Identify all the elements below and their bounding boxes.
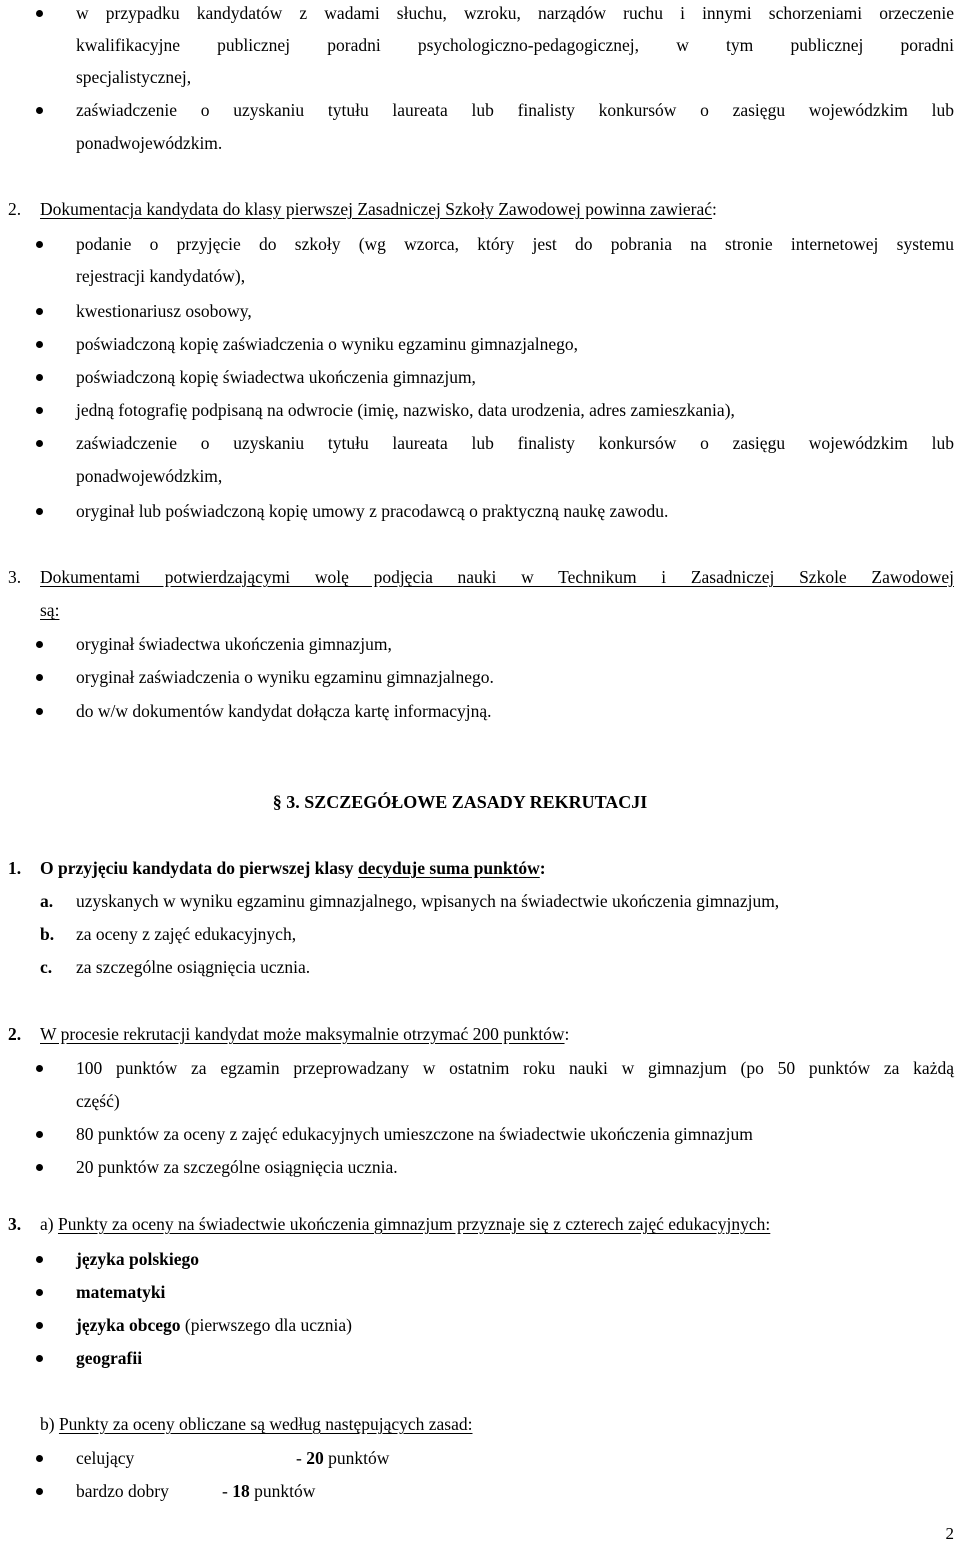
- bullet-icon: [36, 1164, 43, 1171]
- bullet-icon: [36, 241, 43, 248]
- list-item: do w/w dokumentów kandydat dołącza kartę informacyjną.: [76, 701, 492, 721]
- list-item: oryginał zaświadczenia o wyniku egzaminu gimnazjalnego.: [76, 667, 494, 687]
- list-item: za oceny z zajęć edukacyjnych,: [76, 924, 297, 944]
- list-item: uzyskanych w wyniku egzaminu gimnazjalnego, wpisanych na świadectwie ukończenia gimnazjum,: [76, 891, 780, 911]
- subject-name: geografii: [76, 1348, 143, 1368]
- bullet-icon: [36, 1455, 43, 1462]
- grade-name: bardzo dobry: [76, 1481, 169, 1501]
- list-item-continuation: specjalistycznej,: [76, 67, 192, 87]
- bullet-icon: [36, 641, 43, 648]
- grade-points: [222, 1475, 315, 1508]
- list-item: jedną fotografię podpisaną na odwrocie (imię, nazwisko, data urodzenia, adres zamieszkania),: [76, 400, 735, 420]
- bullet-icon: [36, 1289, 43, 1296]
- subject-item: [76, 1243, 199, 1276]
- point-3b-heading: [40, 1408, 472, 1441]
- point-2-number: 2.: [8, 1024, 22, 1044]
- list-item: kwestionariusz osobowy,: [76, 301, 252, 321]
- bullet-icon: [36, 1488, 43, 1495]
- list-item: 80 punktów za oceny z zajęć edukacyjnych umieszczone na świadectwie ukończenia gimnazjum: [76, 1124, 753, 1144]
- list-item: poświadczoną kopię zaświadczenia o wyniku egzaminu gimnazjalnego,: [76, 334, 578, 354]
- section-2-number: 2.: [8, 199, 22, 219]
- bullet-icon: [36, 440, 43, 447]
- bullet-icon: [36, 708, 43, 715]
- bullet-icon: [36, 674, 43, 681]
- list-item: 100 punktów za egzamin przeprowadzany w ostatnim roku nauki w gimnazjum (po 50 punktów za każdą: [76, 1058, 954, 1078]
- bullet-icon: [36, 308, 43, 315]
- subject-name: języka obcego: [76, 1315, 181, 1335]
- list-item-continuation: kwalifikacyjne publicznej poradni psychologiczno-pedagogicznej, w tym publicznej poradni: [76, 35, 954, 55]
- bullet-icon: [36, 1355, 43, 1362]
- grade-dash: -: [222, 1481, 233, 1501]
- list-item-continuation: ponadwojewódzkim,: [76, 466, 223, 486]
- list-item: zaświadczenie o uzyskaniu tytułu laureata lub finalisty konkursów o zasięgu wojewódzkim lub: [76, 100, 954, 120]
- grade-points-unit: punktów: [249, 1481, 316, 1501]
- point-3b-prefix: b): [40, 1414, 59, 1434]
- point-3b-text: Punkty za oceny obliczane są według następujących zasad:: [58, 1414, 473, 1434]
- subject-name: matematyki: [76, 1282, 166, 1302]
- list-item: 20 punktów za szczególne osiągnięcia ucznia.: [76, 1157, 398, 1177]
- point-1-colon: :: [539, 858, 546, 878]
- point-1-underlined: decyduje suma punktów: [357, 858, 540, 878]
- point-3a-text: Punkty za oceny na świadectwie ukończenia gimnazjum przyznaje się z czterech zajęć edukacyjnych:: [57, 1214, 771, 1234]
- point-2-colon: :: [564, 1024, 570, 1044]
- list-item: zaświadczenie o uzyskaniu tytułu laureata lub finalisty konkursów o zasięgu wojewódzkim lub: [76, 433, 954, 453]
- section-title: § 3. SZCZEGÓŁOWE ZASADY REKRUTACJI: [272, 792, 648, 812]
- section-3-heading-continuation: są:: [40, 600, 60, 620]
- bullet-icon: [36, 341, 43, 348]
- bullet-icon: [36, 107, 43, 114]
- grade-points-unit: punktów: [323, 1448, 390, 1468]
- section-2-heading: [40, 193, 717, 226]
- subject-note: (pierwszego dla ucznia): [180, 1315, 353, 1335]
- point-3-number: 3.: [8, 1214, 22, 1234]
- bullet-icon: [36, 1322, 43, 1329]
- list-item: podanie o przyjęcie do szkoły (wg wzorca, który jest do pobrania na stronie internetowej systemu: [76, 234, 954, 254]
- bullet-icon: [36, 10, 43, 17]
- subject-name: języka polskiego: [76, 1249, 199, 1269]
- section-3-heading: Dokumentami potwierdzającymi wolę podjęcia nauki w Technikum i Zasadniczej Szkole Zawodowej: [40, 567, 954, 587]
- bullet-icon: [36, 407, 43, 414]
- point-3a-prefix: a): [40, 1214, 58, 1234]
- list-item: oryginał świadectwa ukończenia gimnazjum,: [76, 634, 392, 654]
- point-1-number: 1.: [8, 858, 22, 878]
- list-item-continuation: rejestracji kandydatów),: [76, 266, 246, 286]
- point-2-heading-text: W procesie rekrutacji kandydat może maksymalnie otrzymać 200 punktów: [40, 1024, 565, 1044]
- bullet-icon: [36, 508, 43, 515]
- bullet-icon: [36, 374, 43, 381]
- subject-item: [76, 1309, 352, 1342]
- bullet-icon: [36, 1256, 43, 1263]
- bullet-icon: [36, 1065, 43, 1072]
- grade-points-value: 18: [232, 1481, 250, 1501]
- point-2-heading: [40, 1018, 569, 1051]
- page-number: 2: [945, 1524, 954, 1543]
- list-item: poświadczoną kopię świadectwa ukończenia gimnazjum,: [76, 367, 476, 387]
- list-item-continuation: ponadwojewódzkim.: [76, 133, 223, 153]
- list-letter: a.: [40, 891, 54, 911]
- section-3-number: 3.: [8, 567, 22, 587]
- list-item: za szczególne osiągnięcia ucznia.: [76, 957, 311, 977]
- grade-dash: -: [296, 1448, 307, 1468]
- list-letter: b.: [40, 924, 55, 944]
- section-2-heading-text: Dokumentacja kandydata do klasy pierwszej Zasadniczej Szkoły Zawodowej powinna zawierać: [40, 199, 713, 219]
- subject-item: [76, 1342, 142, 1375]
- point-1-heading: [40, 852, 546, 885]
- list-item: oryginał lub poświadczoną kopię umowy z pracodawcą o praktyczną naukę zawodu.: [76, 501, 669, 521]
- grade-points: [296, 1442, 389, 1475]
- list-item-continuation: część): [76, 1091, 120, 1111]
- point-3a-heading: [40, 1208, 770, 1241]
- bullet-icon: [36, 1131, 43, 1138]
- point-1-text: O przyjęciu kandydata do pierwszej klasy: [40, 858, 358, 878]
- section-2-colon: :: [712, 199, 717, 219]
- list-item: w przypadku kandydatów z wadami słuchu, wzroku, narządów ruchu i innymi schorzeniami orzeczenie: [76, 3, 954, 23]
- list-letter: c.: [40, 957, 53, 977]
- grade-name: celujący: [76, 1448, 135, 1468]
- grade-points-value: 20: [306, 1448, 324, 1468]
- subject-item: [76, 1276, 165, 1309]
